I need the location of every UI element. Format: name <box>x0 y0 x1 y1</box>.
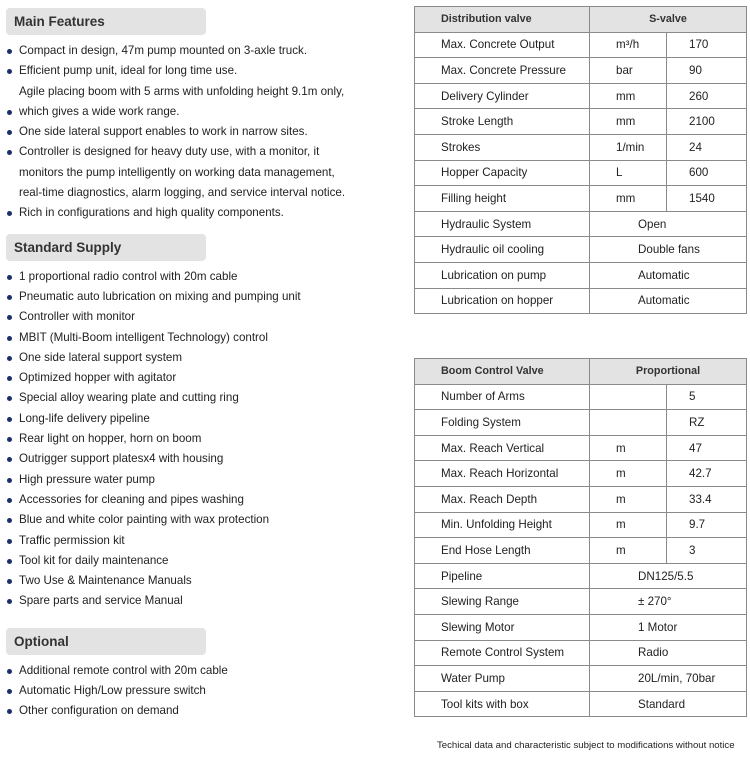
spec-unit: m <box>590 486 667 512</box>
list-item: High pressure water pump <box>6 470 401 490</box>
list-item: Controller is designed for heavy duty use, with a monitor, it <box>6 142 401 162</box>
spec-label: Number of Arms <box>415 384 590 410</box>
spec-label: Tool kits with box <box>415 691 590 717</box>
list-item: monitors the pump intelligently on working data management, <box>19 165 335 179</box>
main-features-header: Main Features <box>6 8 206 35</box>
table-row <box>415 109 747 135</box>
list-item: Optimized hopper with agitator <box>6 368 401 388</box>
list-item: Outrigger support platesx4 with housing <box>6 449 401 469</box>
spec-label: Stroke Length <box>415 109 590 135</box>
table-row <box>415 589 747 615</box>
spec-unit: m <box>590 512 667 538</box>
table-row <box>415 486 747 512</box>
table-row <box>415 435 747 461</box>
header-boom-control-valve: Boom Control Valve <box>415 359 590 385</box>
spec-label: Min. Unfolding Height <box>415 512 590 538</box>
spec-label: Hydraulic System <box>415 211 590 237</box>
spec-value: Open <box>590 211 747 237</box>
list-item: Efficient pump unit, ideal for long time use. <box>6 61 401 81</box>
standard-supply-list <box>6 267 401 612</box>
list-item: Agile placing boom with 5 arms with unfolding height 9.1m only, <box>19 84 345 98</box>
spec-label: Folding System <box>415 410 590 436</box>
spec-label: Lubrication on hopper <box>415 288 590 314</box>
table-row <box>415 614 747 640</box>
table-row <box>415 160 747 186</box>
list-item: real-time diagnostics, alarm logging, and service interval notice. <box>19 186 346 200</box>
table-row <box>415 563 747 589</box>
spec-value: 24 <box>667 134 747 160</box>
spec-unit: bar <box>590 58 667 84</box>
spec-label: Max. Reach Vertical <box>415 435 590 461</box>
spec-value: Standard <box>590 691 747 717</box>
spec-unit: m <box>590 538 667 564</box>
table-row <box>415 58 747 84</box>
list-item: Blue and white color painting with wax protection <box>6 510 401 530</box>
list-item: One side lateral support system <box>6 348 401 368</box>
spec-unit: mm <box>590 109 667 135</box>
table-row <box>415 410 747 436</box>
boom-spec-table-wrap <box>414 358 746 717</box>
list-item: MBIT (Multi-Boom intelligent Technology) control <box>6 328 401 348</box>
spec-value: 170 <box>667 32 747 58</box>
spec-unit: mm <box>590 83 667 109</box>
optional-header: Optional <box>6 628 206 655</box>
footnote: Techical data and characteristic subject to modifications without notice <box>437 740 735 751</box>
spec-label: Max. Concrete Output <box>415 32 590 58</box>
spec-value: Automatic <box>590 262 747 288</box>
spec-label: Strokes <box>415 134 590 160</box>
list-item: Controller with monitor <box>6 307 401 327</box>
spec-label: Max. Concrete Pressure <box>415 58 590 84</box>
spec-value: 260 <box>667 83 747 109</box>
table-row <box>415 538 747 564</box>
spec-value: 33.4 <box>667 486 747 512</box>
list-item: 1 proportional radio control with 20m cable <box>6 267 401 287</box>
table-row <box>415 691 747 717</box>
spec-unit: m³/h <box>590 32 667 58</box>
spec-value: 5 <box>667 384 747 410</box>
table-row <box>415 32 747 58</box>
optional-list <box>6 661 401 722</box>
header-distribution-valve: Distribution valve <box>415 7 590 33</box>
spec-value: DN125/5.5 <box>590 563 747 589</box>
spec-unit <box>590 410 667 436</box>
table-row <box>415 186 747 212</box>
list-item: Spare parts and service Manual <box>6 591 401 611</box>
list-item: Long-life delivery pipeline <box>6 409 401 429</box>
boom-spec-table <box>414 358 747 717</box>
spec-label: Hydraulic oil cooling <box>415 237 590 263</box>
spec-unit: m <box>590 435 667 461</box>
spec-unit: 1/min <box>590 134 667 160</box>
list-item: which gives a wide work range. <box>6 102 401 122</box>
distribution-spec-table-wrap <box>414 6 746 314</box>
list-item: Other configuration on demand <box>6 701 401 721</box>
spec-value: ± 270° <box>590 589 747 615</box>
spec-label: Max. Reach Depth <box>415 486 590 512</box>
spec-label: Slewing Range <box>415 589 590 615</box>
list-item: Automatic High/Low pressure switch <box>6 681 401 701</box>
spec-value: 1540 <box>667 186 747 212</box>
list-item: Compact in design, 47m pump mounted on 3-axle truck. <box>6 41 401 61</box>
spec-value: 20L/min, 70bar <box>590 666 747 692</box>
spec-value: 2100 <box>667 109 747 135</box>
spec-value: 47 <box>667 435 747 461</box>
spec-value: 42.7 <box>667 461 747 487</box>
table-row <box>415 666 747 692</box>
spec-label: Delivery Cylinder <box>415 83 590 109</box>
table-row <box>415 640 747 666</box>
list-item: One side lateral support enables to work in narrow sites. <box>6 122 401 142</box>
table-row <box>415 461 747 487</box>
table-row <box>415 83 747 109</box>
spec-value: 1 Motor <box>590 614 747 640</box>
main-features-list <box>6 41 401 224</box>
table-row <box>415 237 747 263</box>
list-item: Two Use & Maintenance Manuals <box>6 571 401 591</box>
spec-unit: mm <box>590 186 667 212</box>
spec-label: End Hose Length <box>415 538 590 564</box>
list-item: Pneumatic auto lubrication on mixing and pumping unit <box>6 287 401 307</box>
table-row <box>415 262 747 288</box>
list-item: Tool kit for daily maintenance <box>6 551 401 571</box>
spec-label: Pipeline <box>415 563 590 589</box>
spec-label: Filling height <box>415 186 590 212</box>
distribution-spec-table <box>414 6 747 314</box>
spec-label: Water Pump <box>415 666 590 692</box>
header-proportional: Proportional <box>590 359 747 385</box>
header-s-valve: S-valve <box>590 7 747 33</box>
spec-value: 3 <box>667 538 747 564</box>
spec-value: 90 <box>667 58 747 84</box>
spec-unit: m <box>590 461 667 487</box>
spec-label: Max. Reach Horizontal <box>415 461 590 487</box>
list-item: Rich in configurations and high quality components. <box>6 203 401 223</box>
list-item: Accessories for cleaning and pipes washing <box>6 490 401 510</box>
spec-value: Double fans <box>590 237 747 263</box>
spec-label: Remote Control System <box>415 640 590 666</box>
table-row <box>415 211 747 237</box>
spec-value: RZ <box>667 410 747 436</box>
spec-label: Slewing Motor <box>415 614 590 640</box>
spec-label: Hopper Capacity <box>415 160 590 186</box>
table-row <box>415 384 747 410</box>
spec-value: 600 <box>667 160 747 186</box>
list-item: Additional remote control with 20m cable <box>6 661 401 681</box>
spec-value: Automatic <box>590 288 747 314</box>
left-column <box>6 8 401 722</box>
table-header-row <box>415 7 747 33</box>
standard-supply-header: Standard Supply <box>6 234 206 261</box>
spec-unit <box>590 384 667 410</box>
list-item: Rear light on hopper, horn on boom <box>6 429 401 449</box>
list-item: Traffic permission kit <box>6 531 401 551</box>
table-row <box>415 512 747 538</box>
table-row <box>415 134 747 160</box>
spec-label: Lubrication on pump <box>415 262 590 288</box>
spec-value: Radio <box>590 640 747 666</box>
spec-unit: L <box>590 160 667 186</box>
table-row <box>415 288 747 314</box>
table-header-row <box>415 359 747 385</box>
list-item: Special alloy wearing plate and cutting ring <box>6 388 401 408</box>
spec-value: 9.7 <box>667 512 747 538</box>
